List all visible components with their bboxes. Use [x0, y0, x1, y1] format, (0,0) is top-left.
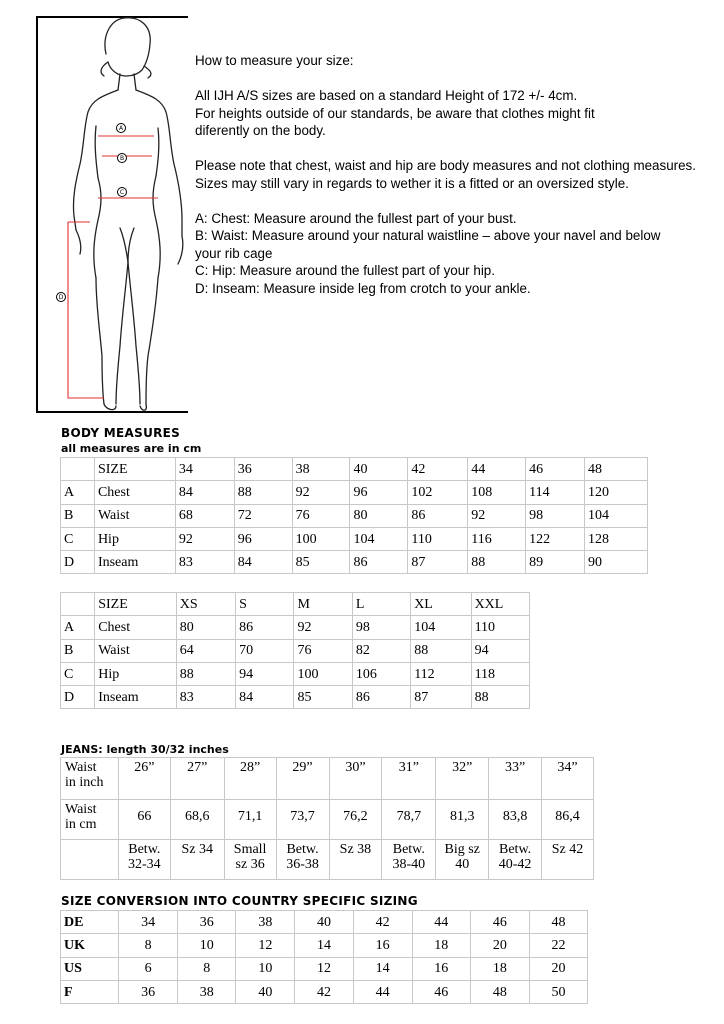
eu-size-line: Sz 34 [181, 842, 213, 857]
header-cell: SIZE [95, 593, 177, 616]
size-cell: 12 [236, 934, 295, 957]
conversion-row [61, 980, 588, 1003]
table-cell: Chest [94, 481, 175, 504]
header-cell: 48 [585, 458, 648, 481]
header-cell: 34 [175, 458, 234, 481]
waist-inch-cell: 34” [542, 758, 594, 800]
table-cell: Inseam [95, 686, 177, 709]
row-label-line: in inch [65, 775, 104, 790]
measure-definition: D: Inseam: Measure inside leg from crotch to your ankle. [195, 280, 531, 296]
size-cell: 46 [470, 911, 529, 934]
table-cell: 86 [236, 616, 294, 639]
table-cell: 94 [236, 662, 294, 685]
country-label: UK [61, 934, 119, 957]
eu-size-line: Betw. [499, 842, 532, 857]
table-cell: 85 [294, 686, 352, 709]
empty-cell [61, 840, 119, 880]
table-cell: 108 [468, 481, 526, 504]
size-cell: 6 [119, 957, 178, 980]
size-cell: 44 [353, 980, 412, 1003]
table-cell: 83 [176, 686, 235, 709]
table-cell: Waist [95, 639, 177, 662]
intro-line: Please note that chest, waist and hip are body measures and not clothing measures. [195, 158, 696, 173]
table-cell: 86 [352, 686, 410, 709]
conversion-heading: SIZE CONVERSION INTO COUNTRY SPECIFIC SIZING [61, 894, 418, 908]
intro-line: All IJH A/S sizes are based on a standard Height of 172 +/- 4cm. [195, 88, 578, 103]
eu-size-cell [436, 840, 489, 880]
waist-cm-cell: 71,1 [224, 800, 276, 840]
eu-size-cell [489, 840, 542, 880]
header-cell: 36 [234, 458, 292, 481]
table-cell: 104 [350, 527, 408, 550]
table-cell: 92 [294, 616, 352, 639]
country-label: DE [61, 911, 119, 934]
intro-text [195, 52, 715, 297]
intro-title: How to measure your size: [195, 53, 354, 68]
body-measures-letter-table [60, 592, 530, 709]
waist-inch-cell: 26” [118, 758, 170, 800]
header-cell: M [294, 593, 352, 616]
table-cell: Chest [95, 616, 177, 639]
table-cell: Waist [94, 504, 175, 527]
body-measures-numeric-table [60, 457, 648, 574]
table-cell: 70 [236, 639, 294, 662]
size-cell: 40 [236, 980, 295, 1003]
size-cell: 34 [119, 911, 178, 934]
size-cell: 10 [178, 934, 236, 957]
table-cell: 82 [352, 639, 410, 662]
table-cell: 85 [292, 551, 350, 574]
waist-inch-cell: 27” [170, 758, 224, 800]
eu-size-line: Big sz [444, 842, 480, 857]
table-cell: 86 [408, 504, 468, 527]
waist-cm-cell: 81,3 [436, 800, 489, 840]
conversion-row [61, 934, 588, 957]
eu-size-line: Betw. [392, 842, 425, 857]
waist-inch-cell: 31” [382, 758, 436, 800]
table-row [61, 686, 530, 709]
table-row [61, 527, 648, 550]
table-cell: 120 [585, 481, 648, 504]
country-label: US [61, 957, 119, 980]
eu-size-cell [382, 840, 436, 880]
waist-cm-cell: 78,7 [382, 800, 436, 840]
jeans-inch-row [61, 758, 594, 800]
size-cell: 46 [412, 980, 470, 1003]
table-cell: 92 [468, 504, 526, 527]
conversion-row [61, 911, 588, 934]
table-header-row [61, 593, 530, 616]
size-cell: 50 [529, 980, 587, 1003]
table-cell: 80 [350, 504, 408, 527]
table-row [61, 481, 648, 504]
header-cell: 42 [408, 458, 468, 481]
country-label: F [61, 980, 119, 1003]
size-conversion-table [60, 910, 588, 1004]
header-cell [61, 593, 95, 616]
eu-size-line: 38-40 [392, 857, 426, 872]
row-label-line: Waist [65, 802, 97, 817]
row-label-line: Waist [65, 760, 97, 775]
header-cell: 38 [292, 458, 350, 481]
table-cell: 88 [234, 481, 292, 504]
eu-size-line: Sz 42 [551, 842, 584, 857]
conversion-row [61, 957, 588, 980]
waist-cm-cell: 76,2 [329, 800, 382, 840]
jeans-cm-row [61, 800, 594, 840]
table-cell: Inseam [94, 551, 175, 574]
measure-definition: A: Chest: Measure around the fullest part of your bust. [195, 210, 517, 226]
table-cell: 87 [411, 686, 471, 709]
waist-cm-cell: 66 [118, 800, 170, 840]
size-cell: 48 [470, 980, 529, 1003]
header-cell: SIZE [94, 458, 175, 481]
eu-size-line: Sz 38 [339, 842, 372, 857]
table-cell: 64 [176, 639, 235, 662]
table-cell: 110 [408, 527, 468, 550]
eu-size-line: Betw. [286, 842, 319, 857]
header-cell: XS [176, 593, 235, 616]
measure-definition: C: Hip: Measure around the fullest part of your hip. [195, 263, 495, 278]
size-cell: 16 [353, 934, 412, 957]
table-cell: 84 [175, 481, 234, 504]
jeans-eu-row [61, 840, 594, 880]
table-cell: 128 [585, 527, 648, 550]
eu-size-line: sz 36 [235, 857, 265, 872]
table-cell: 88 [468, 551, 526, 574]
table-cell: 98 [526, 504, 585, 527]
body-measures-subheading: all measures are in cm [61, 442, 202, 455]
table-cell: 112 [411, 662, 471, 685]
size-cell: 36 [178, 911, 236, 934]
table-row [61, 639, 530, 662]
table-cell: 88 [471, 686, 529, 709]
size-cell: 8 [119, 934, 178, 957]
table-cell: 92 [292, 481, 350, 504]
row-label-line: in cm [65, 817, 97, 832]
table-row [61, 504, 648, 527]
header-cell: XL [411, 593, 471, 616]
row-label [61, 800, 119, 840]
waist-inch-cell: 32” [436, 758, 489, 800]
size-cell: 42 [295, 980, 353, 1003]
table-cell: 104 [585, 504, 648, 527]
size-cell: 18 [412, 934, 470, 957]
eu-size-line: Small [233, 842, 267, 857]
size-cell: 48 [529, 911, 587, 934]
waist-inch-cell: 28” [224, 758, 276, 800]
table-cell: 87 [408, 551, 468, 574]
size-cell: 16 [412, 957, 470, 980]
table-cell: 94 [471, 639, 529, 662]
waist-inch-cell: 30” [329, 758, 382, 800]
table-cell: A [61, 481, 95, 504]
table-row [61, 662, 530, 685]
table-cell: D [61, 686, 95, 709]
waist-cm-cell: 68,6 [170, 800, 224, 840]
marker-a-label: A [118, 125, 124, 132]
header-cell: L [352, 593, 410, 616]
measure-definition: B: Waist: Measure around your natural waistline – above your navel and below [195, 228, 661, 243]
table-cell: 88 [411, 639, 471, 662]
table-cell: 92 [175, 527, 234, 550]
size-cell: 12 [295, 957, 353, 980]
table-cell: 83 [175, 551, 234, 574]
table-cell: 104 [411, 616, 471, 639]
size-cell: 14 [353, 957, 412, 980]
table-cell: 122 [526, 527, 585, 550]
marker-c-label: C [119, 189, 125, 196]
measure-definition: your rib cage [195, 245, 273, 261]
table-cell: 102 [408, 481, 468, 504]
eu-size-cell [276, 840, 329, 880]
table-cell: 89 [526, 551, 585, 574]
table-cell: 90 [585, 551, 648, 574]
body-measures-heading: BODY MEASURES [61, 426, 181, 440]
table-cell: 106 [352, 662, 410, 685]
eu-size-line: 40 [455, 857, 470, 872]
table-cell: 84 [236, 686, 294, 709]
table-cell: 68 [175, 504, 234, 527]
eu-size-line: 36-38 [286, 857, 319, 872]
table-cell: 88 [176, 662, 235, 685]
size-cell: 8 [178, 957, 236, 980]
intro-line: diferently on the body. [195, 123, 326, 138]
table-header-row [61, 458, 648, 481]
table-cell: 118 [471, 662, 529, 685]
size-cell: 10 [236, 957, 295, 980]
table-cell: 72 [234, 504, 292, 527]
intro-line: For heights outside of our standards, be aware that clothes might fit [195, 105, 595, 121]
intro-line: Sizes may still vary in regards to wether it is a fitted or an oversized style. [195, 175, 629, 191]
eu-size-cell [118, 840, 170, 880]
table-cell: Hip [95, 662, 177, 685]
table-cell: 80 [176, 616, 235, 639]
header-cell: 40 [350, 458, 408, 481]
table-cell: 116 [468, 527, 526, 550]
header-cell: S [236, 593, 294, 616]
table-row [61, 616, 530, 639]
waist-cm-cell: 86,4 [542, 800, 594, 840]
eu-size-line: 40-42 [498, 857, 532, 872]
marker-d-label: D [58, 294, 64, 301]
size-cell: 38 [178, 980, 236, 1003]
row-label [61, 758, 119, 800]
waist-inch-cell: 33” [489, 758, 542, 800]
table-cell: 84 [234, 551, 292, 574]
header-cell: 44 [468, 458, 526, 481]
size-cell: 14 [295, 934, 353, 957]
header-cell: 46 [526, 458, 585, 481]
size-cell: 20 [529, 957, 587, 980]
table-cell: 98 [352, 616, 410, 639]
table-cell: 96 [234, 527, 292, 550]
waist-cm-cell: 73,7 [276, 800, 329, 840]
size-cell: 18 [470, 957, 529, 980]
size-cell: 44 [412, 911, 470, 934]
header-cell: XXL [471, 593, 529, 616]
table-cell: C [61, 527, 95, 550]
table-cell: B [61, 504, 95, 527]
header-cell [61, 458, 95, 481]
size-cell: 20 [470, 934, 529, 957]
waist-inch-cell: 29” [276, 758, 329, 800]
jeans-heading: JEANS: length 30/32 inches [61, 743, 229, 756]
size-cell: 22 [529, 934, 587, 957]
eu-size-cell [170, 840, 224, 880]
table-cell: 76 [292, 504, 350, 527]
waist-cm-cell: 83,8 [489, 800, 542, 840]
eu-size-line: Betw. [128, 842, 161, 857]
size-cell: 42 [353, 911, 412, 934]
table-cell: D [61, 551, 95, 574]
table-cell: 96 [350, 481, 408, 504]
table-cell: 114 [526, 481, 585, 504]
size-cell: 36 [119, 980, 178, 1003]
eu-size-line: 32-34 [128, 857, 161, 872]
jeans-table [60, 757, 594, 880]
table-cell: 76 [294, 639, 352, 662]
size-cell: 40 [295, 911, 353, 934]
table-cell: A [61, 616, 95, 639]
table-cell: 110 [471, 616, 529, 639]
marker-b-label: B [119, 155, 125, 162]
size-cell: 38 [236, 911, 295, 934]
table-cell: C [61, 662, 95, 685]
table-cell: 86 [350, 551, 408, 574]
table-cell: 100 [292, 527, 350, 550]
table-row [61, 551, 648, 574]
table-cell: 100 [294, 662, 352, 685]
eu-size-cell [542, 840, 594, 880]
table-cell: B [61, 639, 95, 662]
table-cell: Hip [94, 527, 175, 550]
eu-size-cell [224, 840, 276, 880]
eu-size-cell [329, 840, 382, 880]
